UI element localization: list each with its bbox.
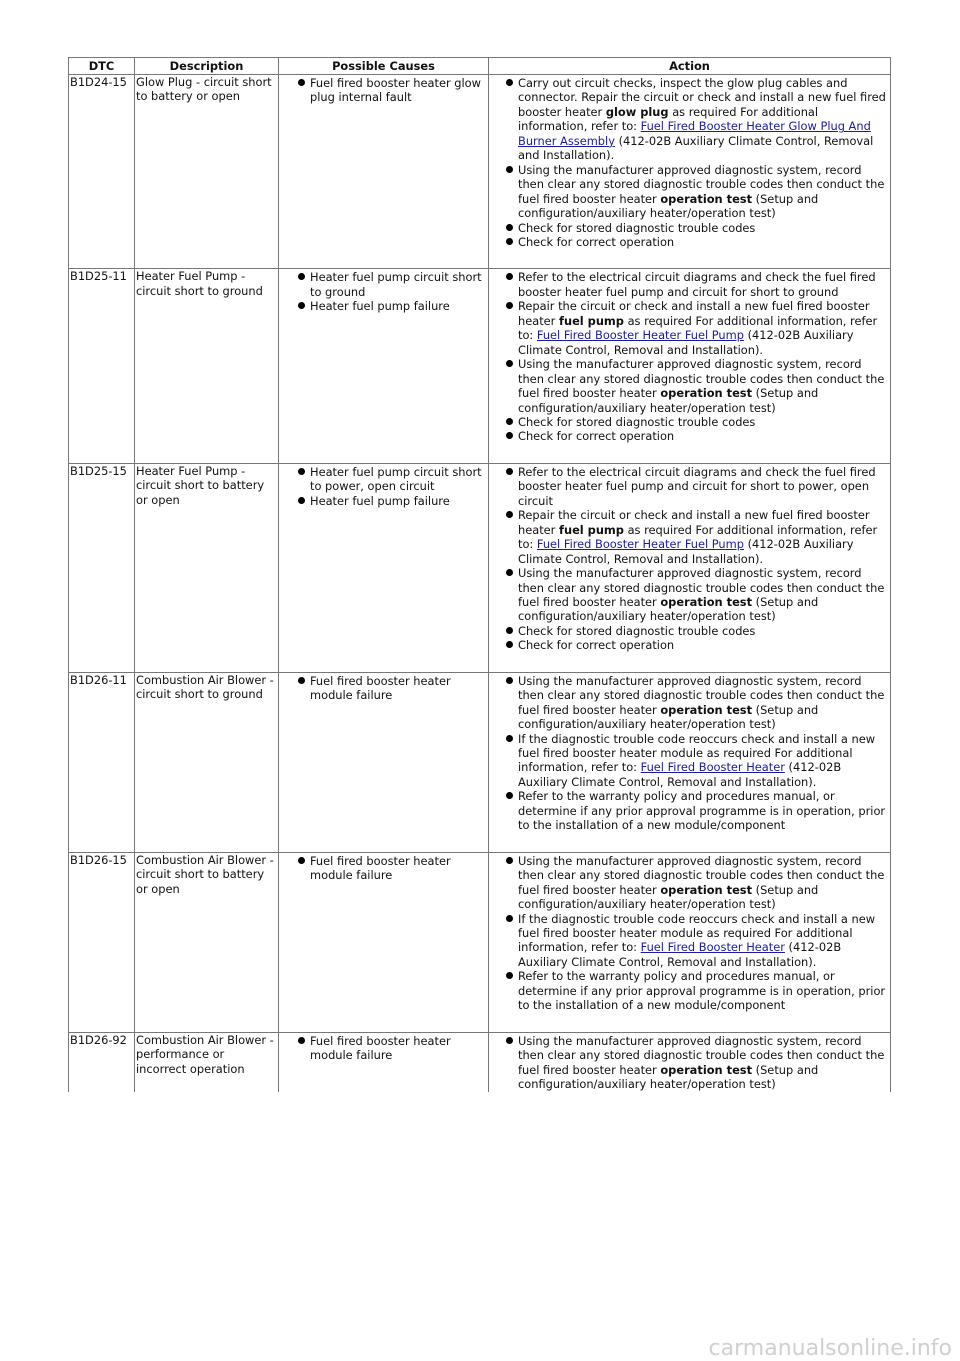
dtc-description: Heater Fuel Pump - circuit short to battery or open — [135, 463, 279, 672]
dtc-description: Combustion Air Blower - circuit short to battery or open — [135, 852, 279, 1032]
action-item: Check for correct operation — [518, 429, 889, 443]
action-item: Using the manufacturer approved diagnostic system, record then clear any stored diagnostic trouble codes then conduct the fuel fired booster heater operation test (Setup and configuration/auxiliary heater/operation test) — [518, 163, 889, 221]
cause-item: Heater fuel pump failure — [310, 494, 487, 508]
dtc-code: B1D24-15 — [69, 75, 135, 269]
cause-item: Fuel fired booster heater module failure — [310, 854, 487, 883]
cause-item: Heater fuel pump circuit short to power, open circuit — [310, 465, 487, 494]
header-possible-causes: Possible Causes — [279, 58, 489, 75]
dtc-code: B1D26-11 — [69, 672, 135, 852]
action-cell — [489, 463, 891, 672]
action-item: Check for correct operation — [518, 638, 889, 652]
action-item: Repair the circuit or check and install a new fuel fired booster heater fuel pump as required For additional information, refer to: Fuel Fired Booster Heater Fuel Pump (412-02B Auxiliary Climate Control, Removal and Installation). — [518, 508, 889, 566]
possible-causes — [279, 269, 489, 463]
table-row — [69, 463, 891, 672]
link-fuel-pump[interactable]: Fuel Fired Booster Heater Fuel Pump — [536, 328, 744, 343]
cause-item: Heater fuel pump circuit short to ground — [310, 270, 487, 299]
link-fuel-pump[interactable]: Fuel Fired Booster Heater Fuel Pump — [536, 537, 744, 552]
possible-causes — [279, 852, 489, 1032]
action-item: Using the manufacturer approved diagnostic system, record then clear any stored diagnostic trouble codes then conduct the fuel fired booster heater operation test (Setup and configuration/auxiliary heater/operation test) — [518, 566, 889, 624]
dtc-code: B1D26-92 — [69, 1032, 135, 1091]
dtc-table — [68, 57, 891, 1092]
link-glow-plug-burner-assembly[interactable]: Fuel Fired Booster Heater Glow Plug And Burner Assembly — [518, 119, 871, 148]
possible-causes — [279, 75, 489, 269]
link-fuel-fired-booster-heater[interactable]: Fuel Fired Booster Heater — [640, 760, 785, 775]
action-item: Using the manufacturer approved diagnostic system, record then clear any stored diagnostic trouble codes then conduct the fuel fired booster heater operation test (Setup and configuration/auxiliary heater/operation test) — [518, 674, 889, 732]
dtc-description: Glow Plug - circuit short to battery or open — [135, 75, 279, 269]
action-item: Check for stored diagnostic trouble codes — [518, 221, 889, 235]
action-cell — [489, 852, 891, 1032]
action-item: If the diagnostic trouble code reoccurs check and install a new fuel fired booster heater module as required For additional information, refer to: Fuel Fired Booster Heater (412-02B Auxiliary Climate Control, Removal and Installation). — [518, 732, 889, 790]
action-item: Using the manufacturer approved diagnostic system, record then clear any stored diagnostic trouble codes then conduct the fuel fired booster heater operation test (Setup and configuration/auxiliary heater/operation test) — [518, 1034, 889, 1092]
action-item: Using the manufacturer approved diagnostic system, record then clear any stored diagnostic trouble codes then conduct the fuel fired booster heater operation test (Setup and configuration/auxiliary heater/operation test) — [518, 854, 889, 912]
table-row — [69, 269, 891, 463]
action-item: Check for correct operation — [518, 235, 889, 249]
cause-item: Fuel fired booster heater module failure — [310, 674, 487, 703]
dtc-code: B1D25-15 — [69, 463, 135, 672]
header-dtc: DTC — [69, 58, 135, 75]
dtc-description: Combustion Air Blower - circuit short to ground — [135, 672, 279, 852]
action-item: Check for stored diagnostic trouble codes — [518, 415, 889, 429]
action-item: Refer to the electrical circuit diagrams and check the fuel fired booster heater fuel pump and circuit for short to ground — [518, 270, 889, 299]
dtc-code: B1D26-15 — [69, 852, 135, 1032]
action-item: Check for stored diagnostic trouble codes — [518, 624, 889, 638]
action-item: If the diagnostic trouble code reoccurs check and install a new fuel fired booster heater module as required For additional information, refer to: Fuel Fired Booster Heater (412-02B Auxiliary Climate Control, Removal and Installation). — [518, 912, 889, 970]
action-cell — [489, 75, 891, 269]
dtc-description: Combustion Air Blower - performance or incorrect operation — [135, 1032, 279, 1091]
link-fuel-fired-booster-heater[interactable]: Fuel Fired Booster Heater — [640, 940, 785, 955]
table-row — [69, 852, 891, 1032]
dtc-code: B1D25-11 — [69, 269, 135, 463]
possible-causes — [279, 672, 489, 852]
cause-item: Fuel fired booster heater module failure — [310, 1034, 487, 1063]
possible-causes — [279, 1032, 489, 1091]
action-item: Refer to the electrical circuit diagrams and check the fuel fired booster heater fuel pump and circuit for short to power, open circuit — [518, 465, 889, 508]
header-description: Description — [135, 58, 279, 75]
header-action: Action — [489, 58, 891, 75]
table-header-row — [69, 58, 891, 75]
watermark: carmanualsonline.info — [708, 1335, 952, 1361]
table-row — [69, 75, 891, 269]
cause-item: Fuel fired booster heater glow plug internal fault — [310, 76, 487, 105]
action-cell — [489, 269, 891, 463]
table-row — [69, 1032, 891, 1091]
action-item: Repair the circuit or check and install a new fuel fired booster heater fuel pump as required For additional information, refer to: Fuel Fired Booster Heater Fuel Pump (412-02B Auxiliary Climate Control, Removal and Installation). — [518, 299, 889, 357]
dtc-description: Heater Fuel Pump - circuit short to ground — [135, 269, 279, 463]
possible-causes — [279, 463, 489, 672]
action-cell — [489, 672, 891, 852]
action-item: Carry out circuit checks, inspect the glow plug cables and connector. Repair the circuit or check and install a new fuel fired booster heater glow plug as required For additional information, refer to: Fuel Fired Booster Heater Glow Plug And Burner Assembly (412-02B Auxiliary Climate Control, Removal and Installation). — [518, 76, 889, 163]
action-item: Refer to the warranty policy and procedures manual, or determine if any prior approval programme is in operation, prior to the installation of a new module/component — [518, 789, 889, 832]
action-item: Using the manufacturer approved diagnostic system, record then clear any stored diagnostic trouble codes then conduct the fuel fired booster heater operation test (Setup and configuration/auxiliary heater/operation test) — [518, 357, 889, 415]
action-item: Refer to the warranty policy and procedures manual, or determine if any prior approval programme is in operation, prior to the installation of a new module/component — [518, 969, 889, 1012]
table-row — [69, 672, 891, 852]
action-cell — [489, 1032, 891, 1091]
cause-item: Heater fuel pump failure — [310, 299, 487, 313]
